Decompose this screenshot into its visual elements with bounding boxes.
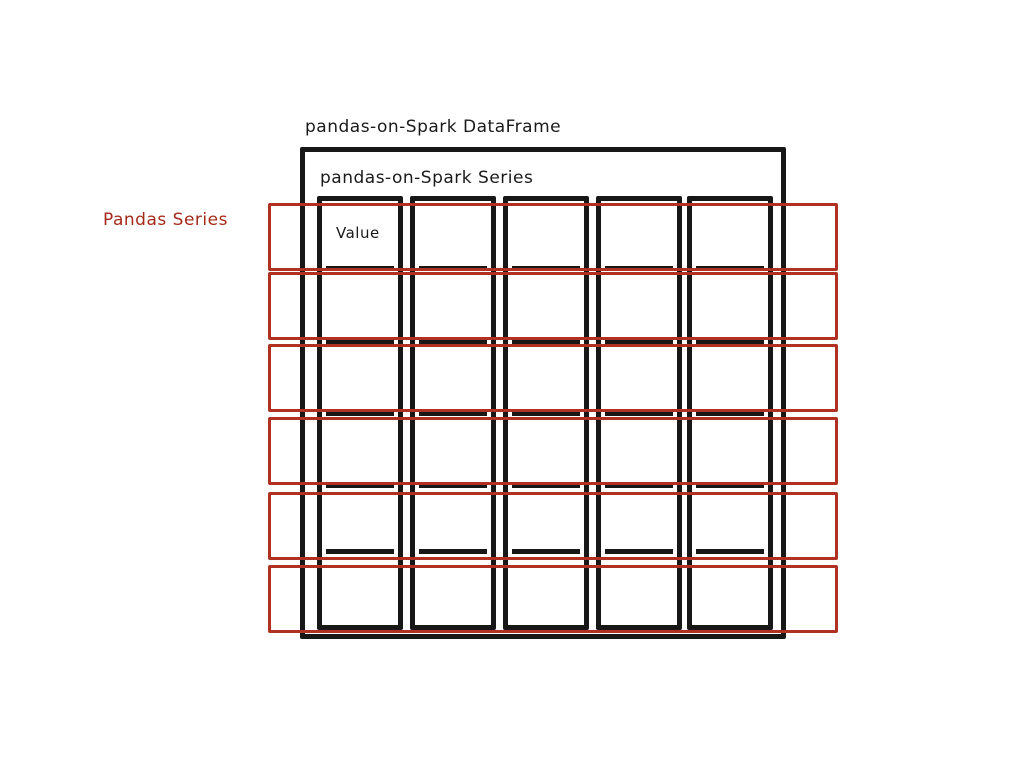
pandas-series-row-3 — [268, 344, 838, 412]
pandas-series-row-5 — [268, 492, 838, 560]
spark-series-label: pandas-on-Spark Series — [320, 168, 534, 188]
pandas-series-row-4 — [268, 417, 838, 485]
dataframe-label: pandas-on-Spark DataFrame — [305, 117, 562, 137]
pandas-series-row-2 — [268, 272, 838, 340]
pandas-series-label: Pandas Series — [103, 210, 228, 230]
pandas-series-row-6 — [268, 565, 838, 633]
value-cell-label: Value — [336, 224, 380, 242]
